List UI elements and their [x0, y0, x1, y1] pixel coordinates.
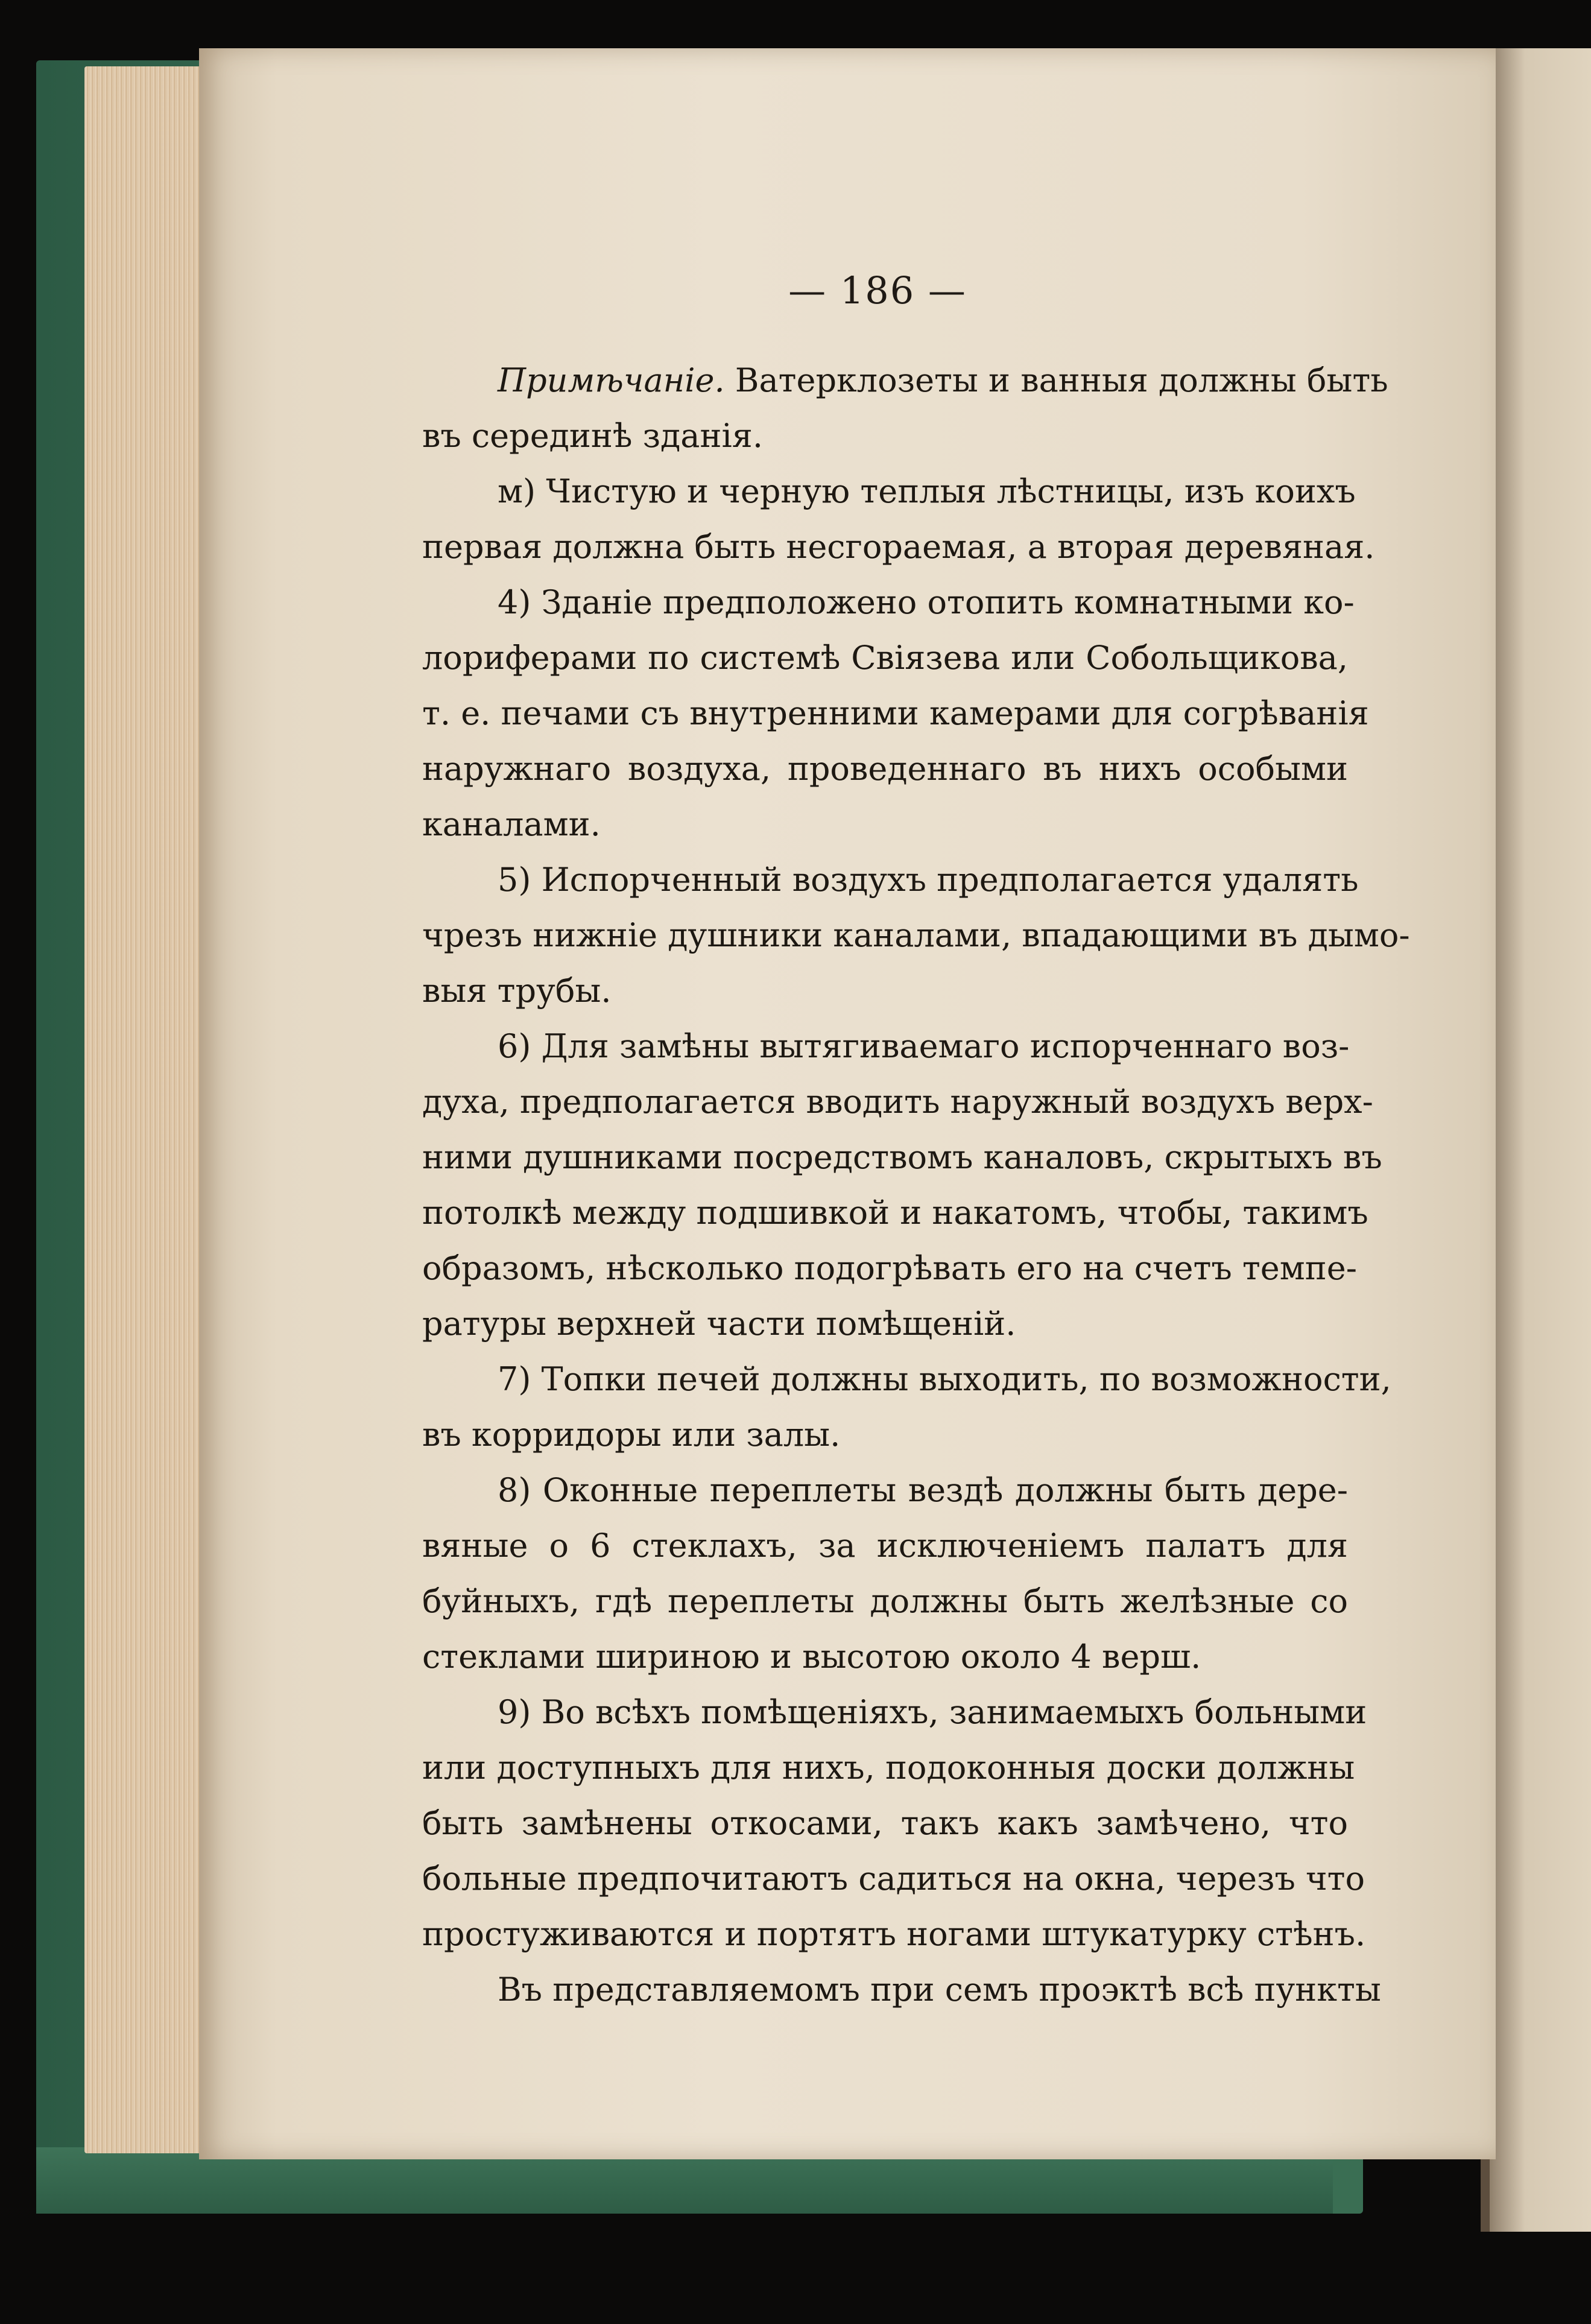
text-line-content: вяные о 6 стеклахъ, за исключеніемъ палатъ для	[422, 1527, 1348, 1565]
page-number: — 186 —	[788, 268, 967, 312]
text-line	[422, 353, 1388, 408]
text-line-content: ними душниками посредствомъ каналовъ, скрытыхъ въ	[422, 1138, 1382, 1176]
text-line-content: 7) Топки печей должны выходить, по возможности,	[498, 1360, 1391, 1398]
page-text	[422, 353, 1410, 2018]
text-line	[422, 1407, 1348, 1463]
text-line-content: каналами.	[422, 805, 601, 843]
text-line	[422, 1463, 1348, 1518]
text-line	[422, 1574, 1348, 1629]
text-line-content: выя трубы.	[422, 972, 612, 1010]
text-line	[422, 1185, 1368, 1241]
text-line-content: лориферами по системѣ Свіязева или Собольщикова,	[422, 639, 1348, 677]
text-line	[422, 1296, 1348, 1352]
text-line-content: чрезъ нижніе душники каналами, впадающими въ дымо-	[422, 916, 1410, 954]
text-line-content: образомъ, нѣсколько подогрѣвать его на счетъ темпе-	[422, 1249, 1357, 1287]
text-line-content: 8) Оконные переплеты вездѣ должны быть дере-	[498, 1471, 1348, 1509]
text-line	[422, 963, 1348, 1019]
text-line	[422, 1019, 1348, 1074]
text-line	[422, 1352, 1391, 1407]
text-line	[422, 1685, 1367, 1740]
text-line-content: Въ представляемомъ при семъ проэктѣ всѣ пункты	[498, 1971, 1381, 2009]
text-line-content: потолкѣ между подшивкой и накатомъ, чтобы, такимъ	[422, 1194, 1368, 1232]
text-line	[422, 1907, 1366, 1962]
text-line-content: 6) Для замѣны вытягиваемаго испорченнаго воз-	[498, 1027, 1350, 1065]
text-line	[422, 1740, 1355, 1796]
text-line	[422, 1962, 1381, 2018]
text-line	[422, 908, 1410, 963]
text-line-content: первая должна быть несгораемая, а вторая деревяная.	[422, 528, 1375, 566]
text-line-content: въ корридоры или залы.	[422, 1416, 841, 1454]
text-line	[422, 519, 1375, 575]
text-line-content: больные предпочитаютъ садиться на окна, черезъ что	[422, 1860, 1365, 1898]
note-label: Примѣчаніе.	[498, 361, 725, 399]
text-line-content: или доступныхъ для нихъ, подоконныя доски должны	[422, 1749, 1355, 1787]
text-line-content: ратуры верхней части помѣщеній.	[422, 1305, 1016, 1343]
text-line	[422, 741, 1348, 797]
text-line	[422, 630, 1348, 686]
text-line-content: буйныхъ, гдѣ переплеты должны быть желѣзные со	[422, 1582, 1348, 1620]
facing-page-edge	[1490, 48, 1591, 2232]
text-line	[422, 686, 1369, 741]
text-line-content: простуживаются и портятъ ногами штукатурку стѣнъ.	[422, 1915, 1366, 1953]
text-line	[422, 1074, 1373, 1130]
text-line-content: м) Чистую и черную теплыя лѣстницы, изъ коихъ	[498, 472, 1356, 510]
text-line-content: духа, предполагается вводить наружный воздухъ верх-	[422, 1083, 1373, 1121]
text-line	[422, 1130, 1382, 1185]
text-line	[422, 1796, 1348, 1851]
text-line-content: Ватерклозеты и ванныя должны быть	[724, 361, 1388, 399]
text-line-content: стеклами шириною и высотою около 4 верш.	[422, 1638, 1201, 1676]
text-line-content: т. е. печами съ внутренними камерами для согрѣванія	[422, 694, 1369, 732]
text-line	[422, 1629, 1348, 1685]
text-line	[422, 797, 1348, 852]
text-line-content: 9) Во всѣхъ помѣщеніяхъ, занимаемыхъ больными	[498, 1693, 1367, 1731]
text-line-content: наружнаго воздуха, проведеннаго въ нихъ особыми	[422, 750, 1348, 788]
text-line	[422, 852, 1359, 908]
text-line	[422, 1851, 1365, 1907]
text-line	[422, 464, 1356, 519]
text-line-content: 5) Испорченный воздухъ предполагается удалять	[498, 861, 1359, 899]
text-line	[422, 575, 1355, 630]
text-line-content: быть замѣнены откосами, такъ какъ замѣчено, что	[422, 1804, 1348, 1842]
text-line-content: въ серединѣ зданія.	[422, 417, 763, 455]
text-line	[422, 1518, 1348, 1574]
text-line-content: 4) Зданіе предположено отопить комнатными ко-	[498, 583, 1355, 621]
text-line	[422, 408, 1348, 464]
text-line	[422, 1241, 1357, 1296]
